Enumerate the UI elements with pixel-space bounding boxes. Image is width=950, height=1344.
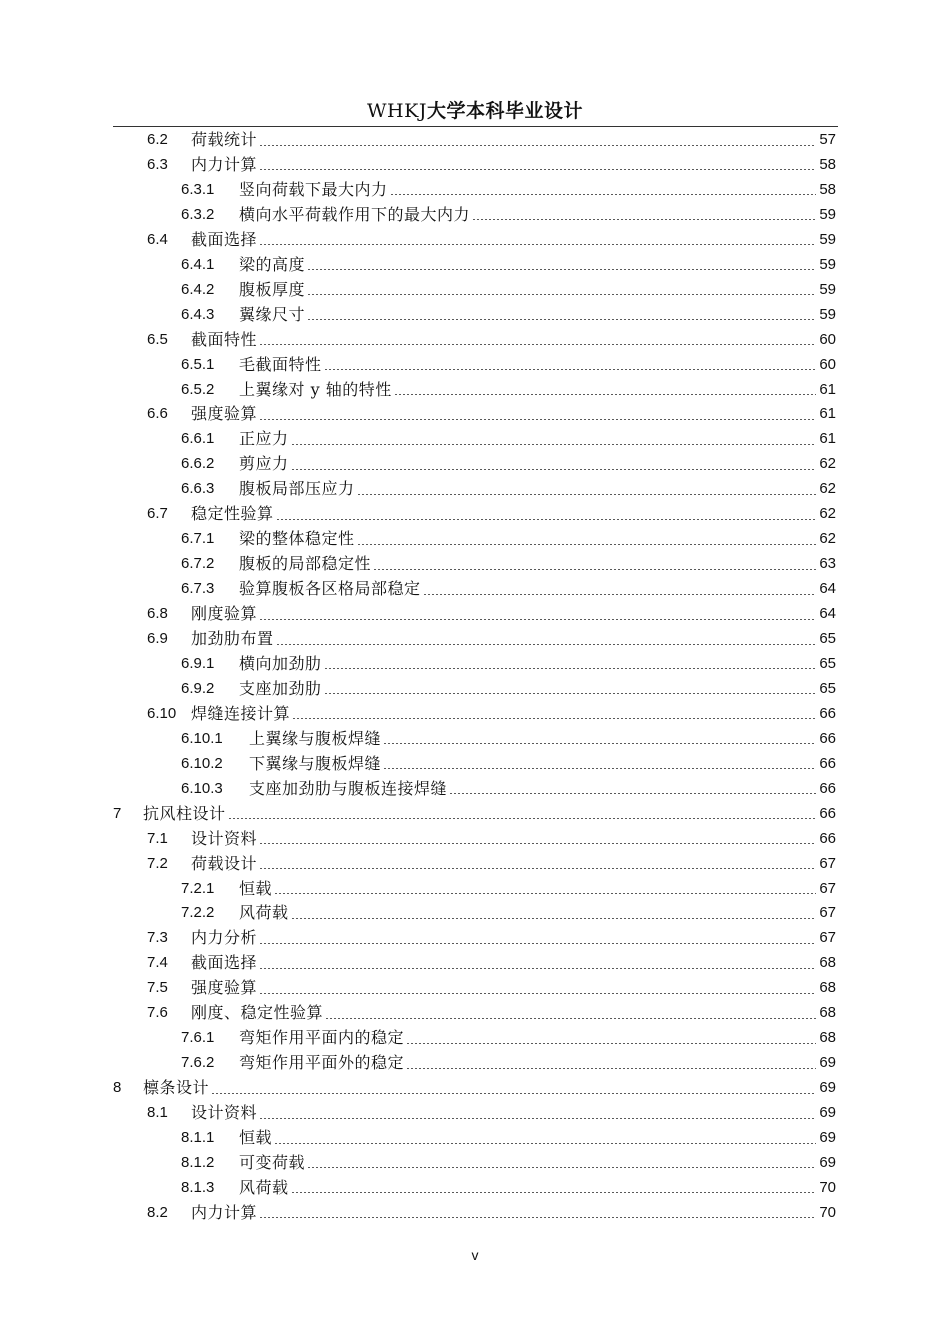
toc-entry-title: 正应力	[239, 429, 289, 449]
toc-entry-title: 梁的整体稳定性	[239, 529, 355, 549]
toc-entry[interactable]	[147, 702, 836, 726]
toc-entry-page: 63	[819, 555, 836, 573]
toc-dot-leader	[276, 644, 816, 645]
toc-entry[interactable]	[181, 452, 836, 476]
toc-entry-page: 65	[819, 630, 836, 647]
toc-entry-number: 7.6	[147, 1004, 168, 1022]
toc-dot-leader	[383, 768, 816, 769]
toc-entry[interactable]	[147, 602, 836, 626]
toc-entry[interactable]	[147, 627, 836, 651]
toc-entry[interactable]	[181, 527, 836, 551]
toc-entry-title: 横向加劲肋	[239, 653, 322, 673]
toc-entry[interactable]	[147, 402, 836, 426]
toc-entry-page: 67	[819, 904, 836, 922]
toc-entry-title: 刚度验算	[191, 604, 258, 624]
toc-entry-page: 66	[819, 754, 836, 772]
toc-dot-leader	[259, 993, 816, 994]
toc-entry-page: 59	[819, 280, 836, 298]
toc-entry-title: 稳定性验算	[191, 504, 274, 524]
toc-entry-number: 6.3.1	[181, 180, 215, 198]
toc-entry-page: 59	[819, 305, 836, 323]
toc-dot-leader	[406, 1043, 816, 1044]
toc-entry-title: 荷载统计	[191, 130, 258, 149]
toc-dot-leader	[394, 394, 816, 395]
toc-entry-title: 檩条设计	[143, 1078, 210, 1098]
toc-entry-number: 6.9.1	[181, 654, 215, 672]
toc-dot-leader	[259, 968, 816, 969]
toc-entry-number: 6.10.1	[181, 729, 223, 747]
toc-entry[interactable]	[147, 852, 836, 876]
toc-entry-title: 截面选择	[191, 229, 258, 249]
toc-dot-leader	[291, 1192, 816, 1193]
toc-entry-page: 69	[819, 1079, 836, 1097]
toc-entry-page: 67	[819, 929, 836, 947]
toc-entry[interactable]	[113, 1076, 836, 1100]
toc-dot-leader	[357, 494, 816, 495]
toc-entry-page: 64	[819, 580, 836, 598]
toc-entry-number: 6.4	[147, 230, 168, 248]
toc-entry-title: 支座加劲肋与腹板连接焊缝	[249, 778, 448, 798]
toc-entry-page: 59	[819, 255, 836, 273]
toc-entry[interactable]	[181, 1126, 836, 1150]
toc-entry-number: 7.2.2	[181, 904, 215, 922]
toc-entry-title: 恒载	[239, 1128, 273, 1147]
toc-dot-leader	[406, 1068, 816, 1069]
toc-entry-number: 6.5	[147, 330, 168, 348]
toc-entry[interactable]	[181, 877, 836, 901]
toc-dot-leader	[259, 419, 816, 420]
toc-entry[interactable]	[181, 752, 836, 776]
toc-entry-title: 毛截面特性	[239, 354, 322, 374]
toc-entry-title: 加劲肋布置	[191, 629, 274, 648]
toc-entry-number: 6.2	[147, 131, 168, 148]
toc-entry-number: 7.1	[147, 829, 168, 847]
toc-entry-number: 6.7.1	[181, 530, 215, 548]
toc-entry-number: 6.9	[147, 630, 168, 647]
toc-entry-page: 69	[819, 1129, 836, 1146]
toc-dot-leader	[423, 594, 816, 595]
toc-entry[interactable]	[147, 328, 836, 352]
toc-dot-leader	[307, 1167, 816, 1168]
toc-entry-title: 支座加劲肋	[239, 678, 322, 698]
toc-dot-leader	[274, 1143, 816, 1144]
toc-dot-leader	[291, 918, 816, 919]
toc-entry-page: 67	[819, 879, 836, 897]
toc-entry-page: 60	[819, 355, 836, 373]
toc-entry-title: 内力计算	[191, 1202, 258, 1222]
toc-entry[interactable]	[181, 427, 836, 451]
toc-entry-number: 7.2.1	[181, 879, 215, 897]
page-number: v	[471, 1247, 479, 1263]
toc-entry-page: 70	[819, 1203, 836, 1221]
toc-dot-leader	[259, 843, 816, 844]
toc-entry-title: 截面选择	[191, 953, 258, 973]
toc-entry-page: 62	[819, 530, 836, 548]
toc-entry[interactable]	[147, 1101, 836, 1125]
toc-entry-page: 67	[819, 854, 836, 872]
toc-entry[interactable]	[147, 827, 836, 851]
toc-entry-page: 69	[819, 1153, 836, 1171]
toc-entry-number: 6.3	[147, 155, 168, 173]
toc-entry-page: 65	[819, 654, 836, 672]
page-header	[0, 96, 950, 123]
toc-dot-leader	[292, 718, 816, 719]
toc-entry[interactable]	[113, 802, 836, 826]
toc-entry[interactable]	[181, 353, 836, 377]
toc-dot-leader	[259, 344, 816, 345]
toc-dot-leader	[259, 169, 816, 170]
toc-entry-title: 验算腹板各区格局部稳定	[239, 579, 421, 599]
toc-entry[interactable]	[147, 502, 836, 526]
toc-entry-page: 64	[819, 605, 836, 623]
toc-entry-number: 6.6.2	[181, 455, 215, 473]
toc-dot-leader	[307, 269, 816, 270]
toc-dot-leader	[276, 519, 816, 520]
toc-entry-page: 70	[819, 1178, 836, 1196]
toc-entry[interactable]	[181, 1026, 836, 1050]
toc-entry-number: 7.5	[147, 979, 168, 997]
toc-entry-page: 66	[819, 729, 836, 747]
toc-entry-title: 翼缘尺寸	[239, 304, 306, 324]
toc-dot-leader	[259, 244, 816, 245]
toc-entry-title: 内力计算	[191, 154, 258, 174]
toc-entry[interactable]	[181, 203, 836, 227]
toc-dot-leader	[324, 369, 816, 370]
toc-entry[interactable]	[181, 652, 836, 676]
toc-entry-page: 62	[819, 480, 836, 498]
toc-entry[interactable]	[181, 278, 836, 302]
toc-entry-page: 58	[819, 155, 836, 173]
toc-entry-title: 刚度、稳定性验算	[191, 1003, 324, 1023]
toc-entry-number: 6.6.1	[181, 430, 215, 448]
toc-entry-number: 6.10.2	[181, 754, 223, 772]
toc-entry-number: 6.10	[147, 704, 177, 722]
toc-entry-number: 7.6.1	[181, 1029, 215, 1047]
toc-dot-leader	[291, 469, 816, 470]
toc-entry-page: 62	[819, 455, 836, 473]
toc-entry-number: 7.2	[147, 854, 168, 872]
toc-entry[interactable]	[181, 178, 836, 202]
toc-entry-title: 抗风柱设计	[143, 803, 226, 823]
toc-entry-page: 66	[819, 829, 836, 847]
toc-entry-title: 风荷载	[239, 1177, 289, 1197]
toc-entry-page: 65	[819, 679, 836, 697]
toc-dot-leader	[307, 319, 816, 320]
toc-entry[interactable]	[181, 253, 836, 277]
toc-entry-title: 横向水平荷载作用下的最大内力	[239, 204, 471, 224]
toc-entry[interactable]	[181, 552, 836, 576]
toc-entry-title: 内力分析	[191, 928, 258, 948]
toc-entry-page: 68	[819, 1029, 836, 1047]
toc-dot-leader	[211, 1093, 816, 1094]
toc-entry[interactable]	[181, 477, 836, 501]
toc-entry[interactable]	[147, 228, 836, 252]
toc-entry-title: 上翼缘与腹板焊缝	[249, 728, 382, 748]
toc-entry-number: 6.10.3	[181, 779, 223, 797]
toc-entry-title: 设计资料	[191, 1103, 258, 1123]
toc-entry-number: 6.7.2	[181, 555, 215, 573]
toc-entry-title: 弯矩作用平面外的稳定	[239, 1053, 405, 1073]
toc-entry-title: 腹板局部压应力	[239, 479, 355, 499]
toc-entry-page: 61	[819, 430, 836, 448]
toc-entry[interactable]	[147, 1001, 836, 1025]
toc-entry-title: 强度验算	[191, 404, 258, 424]
toc-entry-number: 6.9.2	[181, 679, 215, 697]
toc-entry-number: 7.4	[147, 954, 168, 972]
toc-entry-title: 腹板厚度	[239, 279, 306, 299]
toc-entry[interactable]	[181, 1051, 836, 1075]
toc-entry-number: 6.7.3	[181, 580, 215, 598]
toc-entry[interactable]	[147, 926, 836, 950]
toc-entry[interactable]	[181, 777, 836, 801]
toc-entry-title: 下翼缘与腹板焊缝	[249, 753, 382, 773]
toc-entry[interactable]	[147, 976, 836, 1000]
toc-entry[interactable]	[181, 727, 836, 751]
toc-dot-leader	[357, 544, 816, 545]
toc-entry-number: 7.3	[147, 929, 168, 947]
toc-entry-page: 57	[819, 131, 836, 148]
toc-dot-leader	[259, 1217, 816, 1218]
toc-entry[interactable]	[147, 951, 836, 975]
toc-entry[interactable]	[181, 1176, 836, 1200]
toc-entry-number: 7	[113, 804, 122, 822]
header-latin: WHKJ	[367, 100, 427, 122]
toc-entry-number: 7.6.2	[181, 1054, 215, 1072]
toc-entry-page: 61	[819, 380, 836, 398]
toc-entry-page: 69	[819, 1054, 836, 1072]
toc-dot-leader	[390, 194, 816, 195]
toc-entry[interactable]	[147, 1201, 836, 1225]
toc-dot-leader	[472, 219, 816, 220]
toc-entry-number: 6.4.1	[181, 255, 215, 273]
toc-entry[interactable]	[181, 303, 836, 327]
toc-dot-leader	[259, 619, 816, 620]
toc-dot-leader	[259, 145, 816, 146]
toc-entry-page: 60	[819, 330, 836, 348]
toc-entry-title: 弯矩作用平面内的稳定	[239, 1028, 405, 1048]
toc-dot-leader	[324, 693, 816, 694]
toc-entry-page: 59	[819, 205, 836, 223]
toc-entry-title: 腹板的局部稳定性	[239, 554, 372, 574]
toc-entry-title: 截面特性	[191, 329, 258, 349]
toc-entry-title: 风荷载	[239, 903, 289, 923]
toc-entry-title: 荷载设计	[191, 853, 258, 873]
toc-dot-leader	[259, 943, 816, 944]
toc-dot-leader	[449, 793, 816, 794]
toc-entry-number: 6.7	[147, 505, 168, 523]
toc-dot-leader	[259, 868, 816, 869]
toc-dot-leader	[325, 1018, 816, 1019]
header-rule	[113, 126, 838, 127]
toc-entry-page: 66	[819, 779, 836, 797]
toc-entry-page: 58	[819, 180, 836, 198]
toc-entry-title: 上翼缘对 y 轴的特性	[239, 379, 392, 399]
toc-entry-page: 68	[819, 1004, 836, 1022]
toc-dot-leader	[274, 893, 816, 894]
toc-entry-title: 梁的高度	[239, 254, 306, 274]
header-title: 大学本科毕业设计	[426, 100, 583, 122]
toc-entry-page: 66	[819, 704, 836, 722]
toc-dot-leader	[324, 668, 816, 669]
toc-entry-number: 8.1.2	[181, 1153, 215, 1171]
toc-entry-title: 剪应力	[239, 454, 289, 474]
toc-entry-number: 6.4.3	[181, 305, 215, 323]
toc-entry-title: 强度验算	[191, 978, 258, 998]
toc-dot-leader	[383, 743, 816, 744]
toc-entry-page: 61	[819, 405, 836, 423]
toc-entry-number: 6.5.2	[181, 380, 215, 398]
toc-entry-number: 8.1	[147, 1104, 168, 1122]
toc-entry[interactable]	[181, 1151, 836, 1175]
toc-entry[interactable]	[181, 378, 836, 402]
toc-entry-number: 6.8	[147, 605, 168, 623]
toc-dot-leader	[373, 569, 816, 570]
toc-dot-leader	[228, 818, 816, 819]
toc-entry-number: 8	[113, 1079, 122, 1097]
toc-dot-leader	[307, 294, 816, 295]
toc-entry-number: 6.6.3	[181, 480, 215, 498]
toc-entry-page: 68	[819, 954, 836, 972]
toc-entry[interactable]	[181, 577, 836, 601]
toc-entry[interactable]	[147, 153, 836, 177]
toc-entry-title: 可变荷载	[239, 1152, 306, 1172]
toc-dot-leader	[291, 444, 816, 445]
toc-entry-page: 69	[819, 1104, 836, 1122]
toc-entry-number: 8.2	[147, 1203, 168, 1221]
toc-entry-page: 66	[819, 804, 836, 822]
toc-entry-page: 68	[819, 979, 836, 997]
toc-entry-page: 62	[819, 505, 836, 523]
toc-dot-leader	[259, 1118, 816, 1119]
toc-entry[interactable]	[181, 901, 836, 925]
toc-entry[interactable]	[147, 128, 836, 152]
toc-entry-number: 6.3.2	[181, 205, 215, 223]
toc-entry-title: 焊缝连接计算	[191, 703, 291, 723]
toc-entry-page: 59	[819, 230, 836, 248]
toc-entry-number: 6.5.1	[181, 355, 215, 373]
toc-entry-number: 8.1.1	[181, 1129, 215, 1146]
toc-entry-title: 恒载	[239, 878, 273, 898]
toc-entry[interactable]	[181, 677, 836, 701]
toc-entry-title: 竖向荷载下最大内力	[239, 179, 388, 199]
toc-entry-title: 设计资料	[191, 828, 258, 848]
toc-entry-number: 6.6	[147, 405, 168, 423]
toc-entry-number: 6.4.2	[181, 280, 215, 298]
toc-entry-number: 8.1.3	[181, 1178, 215, 1196]
